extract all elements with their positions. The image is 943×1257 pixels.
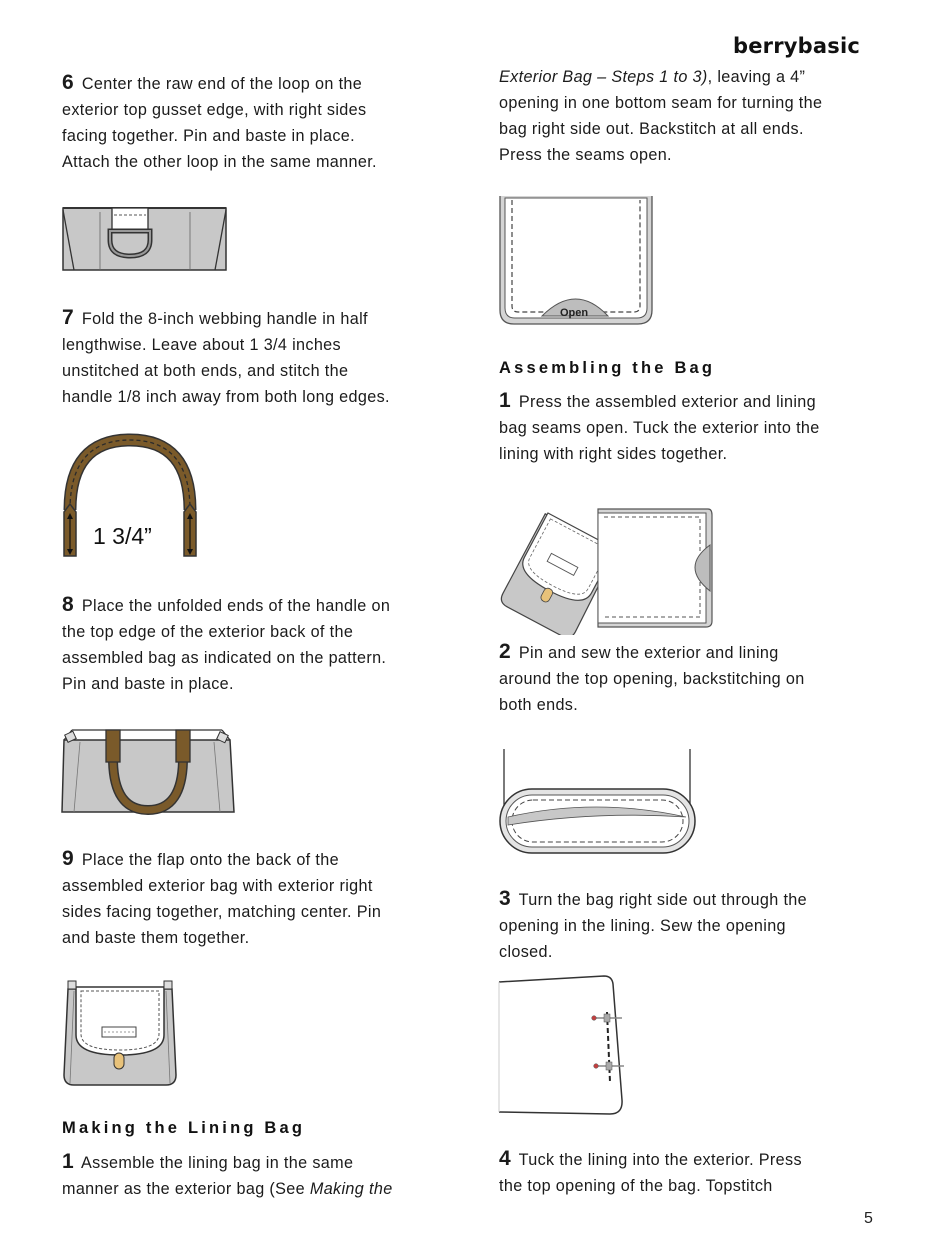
step-number: 6 — [62, 71, 75, 94]
assembling-step-4 — [499, 1146, 899, 1199]
step-6 — [62, 70, 452, 175]
step-text: Turn the bag right side out through the — [518, 891, 808, 909]
assembling-step-2 — [499, 639, 899, 718]
step-text: , leaving a 4” — [707, 68, 806, 86]
step-text: facing together. Pin and baste in place. — [62, 127, 355, 145]
lining-section-heading: Making the Lining Bag — [62, 1119, 306, 1137]
step-text: Fold the 8-inch webbing handle in half — [81, 310, 368, 328]
step-text: closed. — [499, 943, 553, 961]
step-text: opening in one bottom seam for turning the — [499, 94, 823, 112]
step-number: 1 — [499, 389, 512, 412]
step-text: handle 1/8 inch away from both long edges. — [62, 388, 390, 406]
step-number: 9 — [62, 847, 75, 870]
step-text-italic: Making the — [309, 1180, 393, 1198]
step-text: around the top opening, backstitching on — [499, 670, 805, 688]
step-7 — [62, 305, 452, 410]
step-text: Pin and baste in place. — [62, 675, 234, 693]
step-text: Place the flap onto the back of the — [81, 851, 339, 869]
step-number: 7 — [62, 306, 75, 329]
step-number: 3 — [499, 887, 512, 910]
step-text: lining with right sides together. — [499, 445, 728, 463]
step-text: Center the raw end of the loop on the — [81, 75, 363, 93]
step-text: and baste them together. — [62, 929, 250, 947]
flap-on-bag-illustration — [60, 975, 180, 1090]
assembling-step-1 — [499, 388, 899, 467]
step-8 — [62, 592, 452, 697]
step-text: Pin and sew the exterior and lining — [518, 644, 779, 662]
opening-label: Open — [560, 307, 589, 319]
lining-bag-illustration — [496, 192, 656, 327]
step-text: Assemble the lining bag in the same — [81, 1154, 354, 1172]
step-9 — [62, 846, 452, 951]
page-number: 5 — [864, 1210, 873, 1227]
handle-measure-label: 1 3/4” — [93, 523, 152, 549]
step-number: 1 — [62, 1150, 75, 1173]
step-text: unstitched at both ends, and stitch the — [62, 362, 349, 380]
step-text: assembled bag as indicated on the pattern. — [62, 649, 387, 667]
step-number: 8 — [62, 593, 75, 616]
step-number: 4 — [499, 1147, 512, 1170]
lining-step-1 — [62, 1149, 452, 1202]
step-text: Press the assembled exterior and lining — [518, 393, 816, 411]
step-text: assembled exterior bag with exterior right — [62, 877, 373, 895]
step-text: both ends. — [499, 696, 579, 714]
step-text: the top edge of the exterior back of the — [62, 623, 354, 641]
step-text: bag seams open. Tuck the exterior into the — [499, 419, 820, 437]
step-text: Press the seams open. — [499, 146, 672, 164]
step-text: Tuck the lining into the exterior. Press — [518, 1151, 802, 1169]
step-text: manner as the exterior bag (See — [62, 1180, 310, 1198]
step-text: bag right side out. Backstitch at all ends. — [499, 120, 804, 138]
webbing-handle-illustration — [58, 432, 203, 562]
assembling-step-3 — [499, 886, 899, 965]
step-text: opening in the lining. Sew the opening — [499, 917, 786, 935]
step-text: lengthwise. Leave about 1 3/4 inches — [62, 336, 341, 354]
tuck-exterior-into-lining-illustration — [500, 495, 715, 635]
step-text: Place the unfolded ends of the handle on — [81, 597, 391, 615]
step-text-italic: Exterior Bag – Steps 1 to 3) — [499, 68, 708, 86]
assembling-section-heading: Assembling the Bag — [499, 359, 716, 377]
close-opening-illustration — [496, 972, 631, 1122]
lining-step-1-continued — [499, 64, 899, 168]
step-text: the top opening of the bag. Topstitch — [499, 1177, 773, 1195]
step-text: sides facing together, matching center. Pin — [62, 903, 382, 921]
loop-gusset-illustration — [60, 200, 230, 275]
step-text: exterior top gusset edge, with right sides — [62, 101, 367, 119]
sewn-top-opening-illustration — [496, 745, 701, 860]
step-text: Attach the other loop in the same manner. — [62, 153, 377, 171]
handle-on-bag-illustration — [58, 722, 238, 817]
brand-logo: berrybasic — [733, 34, 861, 58]
step-number: 2 — [499, 640, 512, 663]
